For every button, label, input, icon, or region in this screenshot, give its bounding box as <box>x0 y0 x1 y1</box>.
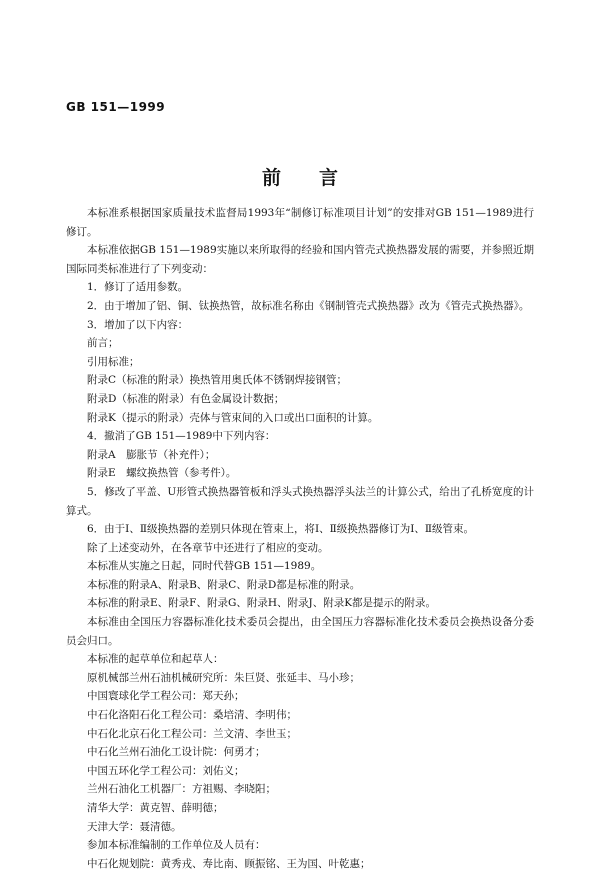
paragraph: 6．由于Ⅰ、Ⅱ级换热器的差别只体现在管束上，将Ⅰ、Ⅱ级换热器修订为Ⅰ、Ⅱ级管束。 <box>87 523 475 536</box>
paragraph: 5．修改了平盖、U形管式换热器管板和浮头式换热器浮头法兰的计算公式，给出了孔桥宽度的计算式。 <box>66 485 534 517</box>
page-title: 前言 <box>261 167 376 189</box>
paragraph: 附录E 螺纹换热管（参考件）。 <box>87 467 237 480</box>
paragraph: 参加本标准编制的工作单位及人员有： <box>87 839 266 852</box>
paragraph: 附录A 膨胀节（补充件）； <box>87 448 216 461</box>
paragraph: 天津大学：聂清德。 <box>87 820 182 833</box>
paragraph: 中石化兰州石油化工设计院：何勇才； <box>87 746 266 759</box>
paragraph: 附录D（标准的附录）有色金属设计数据； <box>87 392 285 405</box>
paragraph: 除了上述变动外，在各章节中还进行了相应的变动。 <box>87 541 329 554</box>
paragraph: 中石化规划院：黄秀戎、寿比南、顾振铭、王为国、叶乾惠； <box>87 857 371 870</box>
paragraph: 本标准依据GB 151—1989实施以来所取得的经验和国内管壳式换热器发展的需要，并参照近期国际同类标准进行了下列变动： <box>66 244 534 275</box>
standard-code: GB 151—1999 <box>66 100 166 114</box>
paragraph: 本标准从实施之日起，同时代替GB 151—1989。 <box>87 560 322 573</box>
paragraph: 本标准由全国压力容器标准化技术委员会提出，由全国压力容器标准化技术委员会换热设备分委员会归口。 <box>66 616 534 647</box>
paragraph: 兰州石油化工机器厂：方祖赐、李晓阳； <box>87 783 276 796</box>
paragraph: 1．修订了适用参数。 <box>87 281 189 294</box>
paragraph: 清华大学：黄克智、薛明德； <box>87 802 224 814</box>
paragraph: 附录C（标准的附录）换热管用奥氏体不锈钢焊接钢管； <box>87 374 348 387</box>
paragraph: 本标准系根据国家质量技术监督局1993年“制修订标准项目计划”的安排对GB 151—1989进行修订。 <box>66 207 534 238</box>
paragraph: 中石化北京石化工程公司：兰文清、李世玉； <box>87 727 297 740</box>
paragraph: 本标准的附录A、附录B、附录C、附录D都是标准的附录。 <box>87 578 361 591</box>
paragraph: 本标准的起草单位和起草人： <box>87 653 224 666</box>
paragraph: 前言； <box>87 337 119 350</box>
paragraph: 引用标准； <box>87 355 140 368</box>
paragraph: 2．由于增加了铝、铜、钛换热管，故标准名称由《钢制管壳式换热器》改为《管壳式换热器》。 <box>87 299 530 312</box>
paragraph: 原机械部兰州石油机械研究所：朱巨贤、张延丰、马小珍； <box>87 671 360 684</box>
paragraph: 3．增加了以下内容： <box>87 318 189 331</box>
paragraph: 4．撤消了GB 151—1989中下列内容： <box>87 430 276 443</box>
paragraph: 本标准的附录E、附录F、附录G、附录H、附录J、附录K都是提示的附录。 <box>87 597 437 610</box>
paragraph: 中石化洛阳石化工程公司：桑培清、李明伟； <box>87 709 297 722</box>
paragraph: 中国寰球化学工程公司：郑天孙； <box>87 690 245 703</box>
document-body <box>66 204 534 873</box>
paragraph: 中国五环化学工程公司：刘佑义； <box>87 764 245 777</box>
paragraph: 附录K（提示的附录）壳体与管束间的入口或出口面积的计算。 <box>87 411 379 424</box>
